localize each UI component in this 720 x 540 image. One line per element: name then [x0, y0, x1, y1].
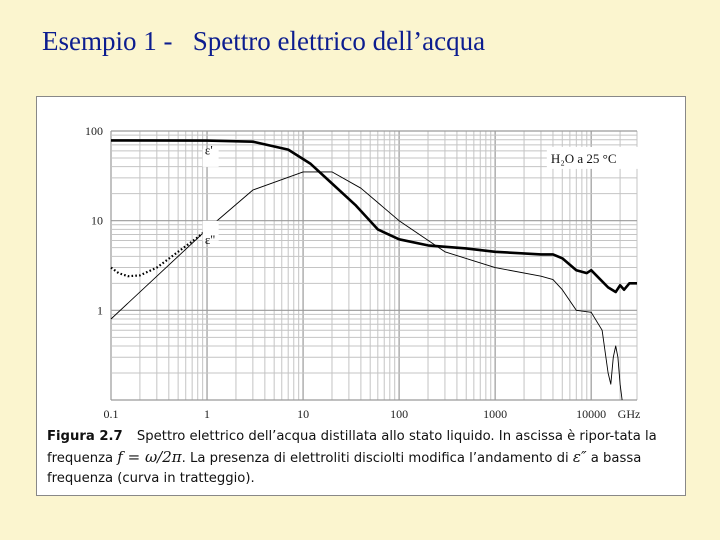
x-tick-label: 1000	[483, 407, 508, 421]
x-tick-label: 1	[204, 407, 211, 421]
caption-formula: f = ω/2π	[117, 448, 182, 466]
x-tick-label: 0.1	[103, 407, 119, 421]
slide-title: Esempio 1 - Spettro elettrico dell’acqua	[42, 26, 486, 56]
series-layer	[111, 140, 637, 400]
y-tick-label: 100	[85, 124, 103, 138]
caption-text-3: a bassa frequenza (curva in tratteggio).	[47, 451, 642, 486]
y-tick-label: 1	[97, 303, 103, 318]
dielectric-spectrum-chart	[37, 97, 687, 427]
figure-box	[36, 96, 686, 496]
x-tick-label: 10000	[576, 407, 607, 421]
x-tick-label: GHz	[617, 407, 641, 421]
x-tick-label: 10	[297, 407, 310, 421]
caption-text-2: . La presenza di elettroliti disciolti modifica l’andamento di	[181, 451, 569, 466]
caption-symbol: ε″	[572, 448, 587, 466]
series-label-eps1: ε'	[204, 142, 213, 158]
series-line-1	[111, 172, 622, 400]
y-tick-label: 10	[91, 213, 103, 228]
figure-caption	[47, 427, 677, 489]
series-label-eps2: ε''	[204, 231, 216, 247]
annotation-h2o: H₂O a 25 °C	[550, 150, 617, 166]
figure-number: Figura 2.7	[47, 429, 123, 444]
grid-lines	[111, 131, 637, 400]
caption-text-1: Spettro elettrico dell’acqua distillata allo stato liquido. In ascissa è ripor-tata la frequenza	[47, 429, 657, 466]
x-tick-label: 100	[390, 407, 409, 421]
